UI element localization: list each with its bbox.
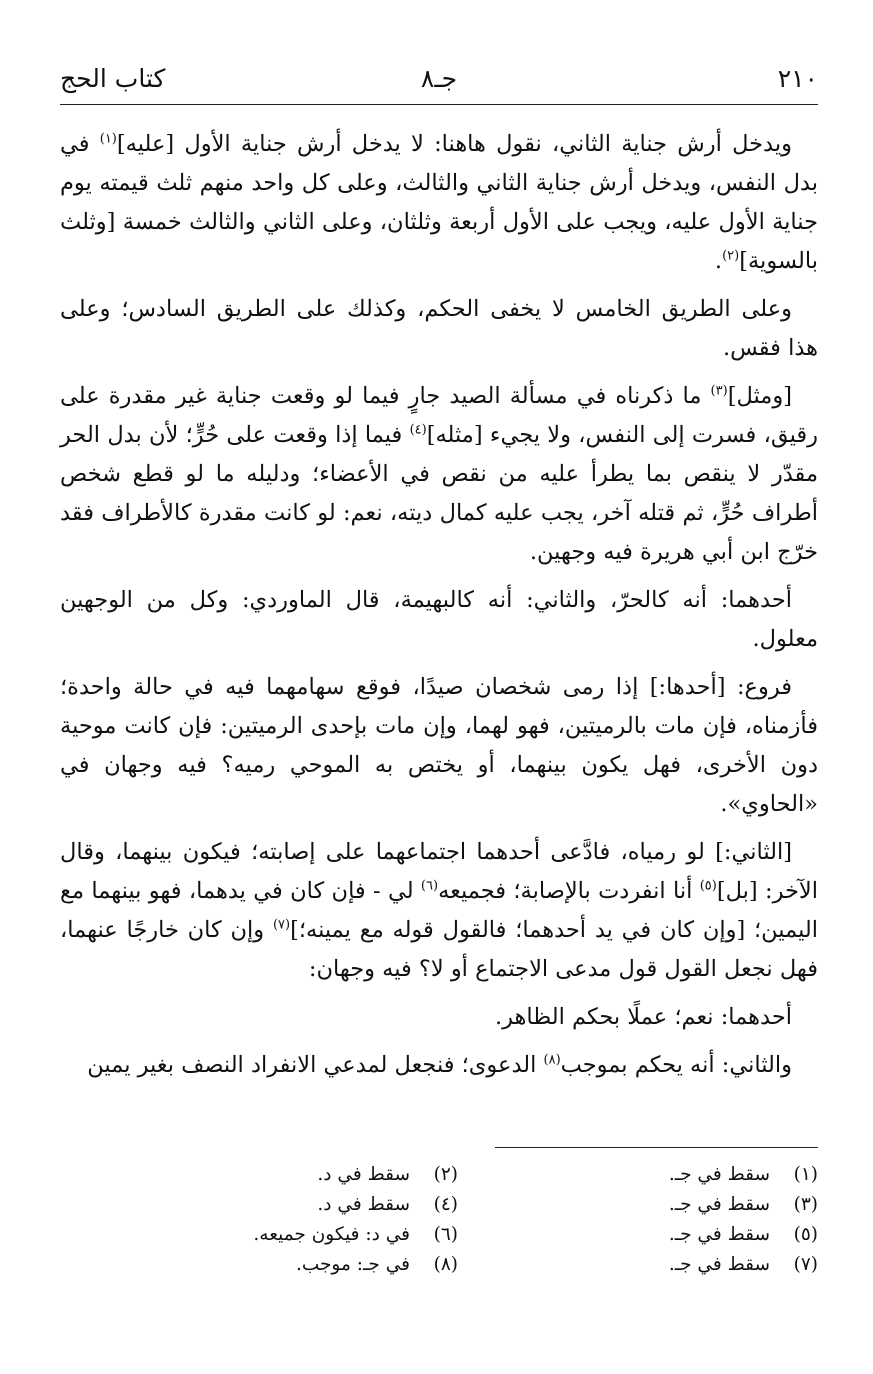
footnote-text: في د: فيكون جميعه.	[253, 1224, 410, 1245]
paragraph	[60, 125, 818, 281]
footnote-number: (٤)	[433, 1194, 458, 1215]
footnote-item	[128, 1160, 458, 1190]
footnote-number: (٨)	[433, 1254, 458, 1275]
text-segment: أحدهما: أنه كالحرّ، والثاني: أنه كالبهيمة، قال الماوردي: وكل من الوجهين معلول.	[60, 587, 818, 652]
text-segment: أنا انفردت بالإصابة؛ فجميعه	[438, 878, 700, 904]
footnote-item	[488, 1220, 818, 1250]
footnote-number: (١)	[793, 1164, 818, 1185]
footnote-number: (٣)	[793, 1194, 818, 1215]
footnote-item	[128, 1250, 458, 1280]
footnote-marker: (١)	[99, 131, 117, 147]
text-segment: الدعوى؛ فنجعل لمدعي الانفراد النصف بغير يمين	[87, 1052, 544, 1078]
footnote-item	[488, 1160, 818, 1190]
paragraph	[60, 1046, 818, 1085]
paragraph	[60, 581, 818, 659]
paragraph	[60, 998, 818, 1037]
footnote-text: سقط في جـ.	[668, 1224, 770, 1245]
footnote-text: سقط في جـ.	[668, 1164, 770, 1185]
footnote-text: سقط في جـ.	[668, 1254, 770, 1275]
text-segment: في بدل النفس، ويدخل أرش جناية الثاني والثالث، وعلى كل واحد منهم ثلث قيمته يوم جناية الأول عليه، ويجب على الأول أربعة وثلثان، وعلى الثاني والثالث خمسة [وثلث بالسوية]	[60, 131, 818, 274]
footnote-item	[128, 1190, 458, 1220]
footnote-marker: (٢)	[722, 248, 740, 264]
main-text	[60, 125, 818, 1094]
footnotes	[60, 1160, 818, 1290]
paragraph	[60, 290, 818, 368]
footnotes-right-column	[488, 1160, 818, 1280]
footnote-marker: (٣)	[710, 383, 728, 399]
paragraph	[60, 833, 818, 989]
text-segment: ويدخل أرش جناية الثاني، نقول هاهنا: لا يدخل أرش جناية الأول [عليه]	[116, 131, 792, 157]
footnote-text: سقط في د.	[317, 1194, 410, 1215]
text-segment: أحدهما: نعم؛ عملًا بحكم الظاهر.	[494, 1004, 792, 1030]
text-segment: وعلى الطريق الخامس لا يخفى الحكم، وكذلك على الطريق السادس؛ وعلى هذا فقس.	[60, 296, 818, 361]
footnote-marker: (٥)	[699, 878, 717, 894]
text-segment: والثاني: أنه يحكم بموجب	[560, 1052, 792, 1078]
footnote-marker: (٨)	[543, 1052, 561, 1068]
footnote-marker: (٧)	[272, 917, 291, 933]
volume-label: جـ٨	[420, 64, 458, 93]
footnote-item	[488, 1250, 818, 1280]
footnote-marker: (٤)	[409, 422, 427, 438]
text-segment: [ومثل]	[727, 383, 792, 409]
footnote-number: (٢)	[433, 1164, 458, 1185]
footnote-item	[488, 1190, 818, 1220]
text-segment: وإن كان خارجًا عنهما، فهل نجعل القول قول مدعى الاجتماع أو لا؟ فيه وجهان:	[60, 917, 818, 982]
footnote-text: سقط في د.	[317, 1164, 410, 1185]
text-segment: [الثاني:] لو رمياه، فادَّعى أحدهما اجتماعهما على إصابته؛ فيكون بينهما، وقال الآخر: [بل]	[60, 839, 819, 904]
page-number: ٢١٠	[777, 64, 818, 93]
book-title: كتاب الحج	[60, 64, 166, 93]
footnote-marker: (٦)	[420, 878, 439, 894]
footnote-number: (٧)	[793, 1254, 818, 1275]
footnotes-left-column	[128, 1160, 458, 1280]
text-segment: .	[714, 248, 723, 274]
footnote-divider	[495, 1147, 818, 1148]
footnote-text: في جـ: موجب.	[295, 1254, 410, 1275]
footnote-item	[128, 1220, 458, 1250]
paragraph	[60, 668, 818, 824]
text-segment: فروع: [أحدها:] إذا رمى شخصان صيدًا، فوقع سهامهما فيه في حالة واحدة؛ فأزمناه، فإن مات بالرميتين، فهو لهما، وإن مات بإحدى الرميتين: فإن كانت موحية دون الأخرى، فهل يكون بينهما، أو يختص به الموحي رميه؟ فيه وجهان في «الحاوي».	[60, 674, 818, 817]
footnote-number: (٥)	[793, 1224, 818, 1245]
running-header	[60, 60, 818, 105]
footnote-number: (٦)	[433, 1224, 458, 1245]
footnote-text: سقط في جـ.	[668, 1194, 770, 1215]
text-segment: لي - فإن كان في يدهما، فهو بينهما مع اليمين؛ [وإن كان في يد أحدهما؛ فالقول قوله مع يمينه؛]	[60, 878, 818, 943]
paragraph	[60, 377, 818, 572]
text-segment: فيما إذا وقعت على حُرٍّ؛ لأن بدل الحر مقدّر لا ينقص بما يطرأ عليه من نقص في الأعضاء؛ ودليله ما لو قطع شخص أطراف حُرٍّ، ثم قتله آخر، يجب عليه كمال ديته، نعم: لو كانت مقدرة كالأطراف فقد خرّج ابن أبي هريرة فيه وجهين.	[60, 422, 818, 565]
text-segment: ما ذكرناه في مسألة الصيد جارٍ فيما لو وقعت جناية غير مقدرة على رقيق، فسرت إلى النفس، ولا يجيء [مثله]	[60, 383, 819, 448]
